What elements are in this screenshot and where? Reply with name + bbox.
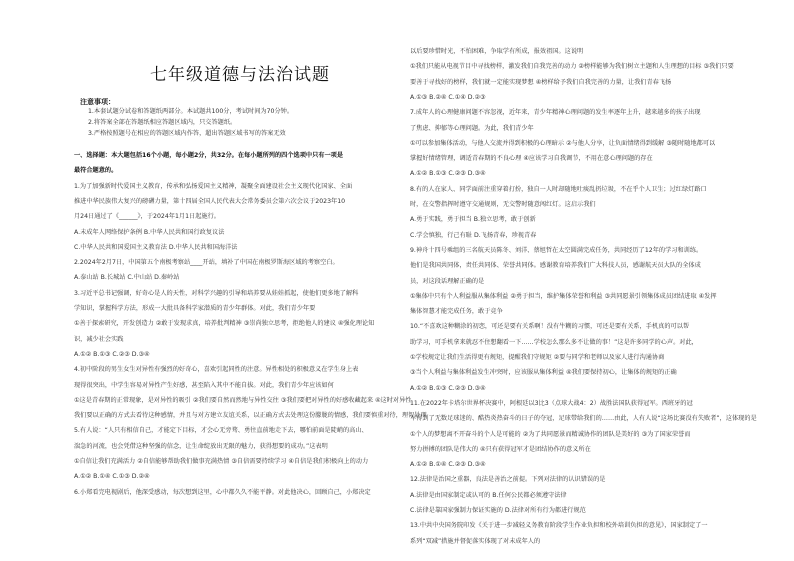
exam-text-line: ①可以参加集体活动，与他人交流并得到积极的心理暗示 ②与他人分享，让负面情绪得到缓解 ③随时随地都可以 [410, 139, 716, 147]
exam-text-line: 1.本套试题分试卷和答题纸两部分。本试题共100分，考试时间为70分钟。 [88, 108, 294, 115]
exam-text-line: 最符合题意的。 [74, 167, 118, 175]
exam-text-line: A.①② B.①③ C.②③ D.③④ [74, 350, 150, 358]
exam-text-line: 月24日通过了《______》，于2024年1月1日起施行。 [74, 213, 220, 221]
exam-text-line: ①自信让我们充满活力 ②自信能够帮助我们做事充满热情 ③自信需要持续学习 ④自信是我们积极向上的动力 [74, 458, 369, 465]
exam-text-line: A.①③ B.②④ C.①④ D.②③ [410, 93, 486, 101]
exam-text-line: ③当个人利益与集体利益发生冲突时，应该服从集体利益 ④我们要保持初心，让集体的规矩的正确 [410, 369, 677, 377]
exam-text-line: A.①② B.①③ C.②③ D.③④ [410, 384, 486, 392]
exam-text-line: ①个人的梦想离不开奋斗的个人是可能的 ②为了共同愿景而精诚协作的团队是美好的 ③为了国家荣誉而 [410, 430, 691, 438]
exam-text-line: 推进中华民族伟大复兴的磅礴力量，第十四届全国人民代表大会常务委员会第六次会议于2023年10 [74, 197, 346, 205]
notice-heading: 注意事项： [80, 98, 115, 106]
exam-text-line: 9.神舟十四号乘组的三名航天员陈冬、刘洋、蔡旭哲在太空圆满完成任务，共同经历了12年的学习和训练。 [410, 246, 703, 254]
exam-text-line: 时，在交警指挥时遵守交通规则，无交警时随意闯红灯。这启示我们 [410, 201, 596, 208]
exam-text-line: ①学校规定让我们生活得更有规矩，提醒我们守规矩 ②要与同学和老师以及家人进行沟通协商 [410, 354, 665, 361]
exam-text-line: 我们要以正确的方式去看待这种感情，并且与对方建立友谊关系，以正确方式去处理这份朦胧的情感，我们要慎重对待，理智处理 [74, 412, 427, 420]
left-column [74, 0, 427, 561]
right-column [410, 0, 757, 561]
exam-text-line: ①我们只能从电视节目中寻找榜样，激发我们自我完善的动力 ②榜样能够为我们树立主题和人生理想的目标 ③我们只要 [410, 63, 734, 71]
exam-text-line: 系列“双减”措施并督促落实体现了对未成年人的 [410, 537, 541, 545]
exam-text-line: C.学会慎独，行己有耻 D.飞扬青春，珍视青春 [410, 231, 537, 239]
exam-text-line: C.法律是靠国家强制力保证实施的 D.法律对所有行为都进行规范 [410, 507, 586, 514]
exam-text-line: 学知识，掌握科学方法，形成一大批具备科学家潜质的青少年群体。对此，我们青少年要 [74, 305, 316, 312]
exam-text-line: 以后要珍惜时光，不怕困难，争取学有所成，报效祖国。这说明 [410, 48, 584, 55]
exam-text-line: 湍急的河流，也会凭借这种坚强的信念，让生命绽放出无限的魅力，获得想要的成功。”这表明 [74, 442, 328, 450]
exam-text-line: A.①② B.①③ C.②③ D.③④ [410, 170, 486, 178]
exam-title: 七年级道德与法治试题 [150, 65, 330, 85]
exam-text-line: 员，对这段话理解正确的是 [410, 277, 485, 285]
exam-text-line: 一、选择题：本大题包括16个小题，每小题2分，共32分。在每小题所列的四个选项中只有一项是 [74, 152, 344, 159]
exam-text-line: 12.法律是治国之重器，良法是善治之前提。下列对法律的认识错误的是 [410, 476, 606, 484]
exam-text-line: 集体智慧才能完成任务，敢于竞争 [410, 308, 503, 316]
exam-text-line: C.中华人民共和国爱国主义教育法 D.中华人民共和国海洋法 [74, 243, 238, 251]
exam-text-line: 识，减少社会实践 [74, 335, 124, 343]
exam-text-line: 13.中共中央国务院印发《关于进一步减轻义务教育阶段学生作业负担和校外培训负担的意见》，国家制定了一 [410, 522, 708, 530]
exam-text-line: A.①② B.①④ C.②③ D.③④ [410, 461, 486, 469]
exam-text-line: 3.严格按照题号在相应的答题区域内作答，超出答题区域书写的答案无效 [88, 130, 286, 137]
exam-text-line: A.未成年人网络保护条例 B.中华人民共和国行政复议法 [74, 228, 225, 236]
exam-text-line: A.①② B.①④ C.①③ D.②④ [74, 473, 150, 481]
exam-text-line: 3.习近平总书记强调，好奇心是人的天性，对科学兴趣的引导和培养要从娃娃抓起，使他们更多地了解科 [74, 289, 359, 297]
exam-text-line: 5.有人说：“人只有相信自己，才能定下目标，才会心无旁骛、勇往直前地走下去，哪怕前面是陡峭的高山、 [74, 427, 368, 435]
exam-text-line: 1.为了加强新时代爱国主义教育，传承和弘扬爱国主义精神，凝聚全面建设社会主义现代化国家、全面 [74, 182, 353, 190]
exam-text-line: 2.2024年2月7日，中国第五个南极考察站____开站，填补了中国在南极罗斯海区域的考察空白。 [74, 259, 339, 267]
exam-text-line: 努力拼搏的团队是伟大的 ④只有获得冠军才是团结协作的意义所在 [410, 445, 591, 453]
exam-text-line: 6.小郑看完电视剧后，他深受感动，每次想到这里，心中都久久不能平静。对此他决心，回顾自己，小郑决定 [74, 488, 371, 496]
exam-text-line: 8.有的人在家人、同学面前注重穿着打扮，独自一人时却随地吐痰乱扔垃圾，不在乎个人卫生；过红绿灯路口 [410, 185, 707, 193]
exam-text-line: 要善于寻找好的榜样，我们就一定能实现梦想 ④榜样给予我们自我完善的力量，让我们青春飞扬 [410, 78, 672, 86]
exam-text-line: 军得到了无数足球迷的、酷热炎热奋斗的日子的夺冠，足球带给我们的……由此，人有人说“这场比赛没有失败者”，这体现的是 [410, 415, 757, 423]
exam-text-line: ①这是青春期的正常现象，是对异性的吸引 ②我们要自然而然地与异性交往 ③我们要把对异性的好感收藏起来 ④这时对异性 [74, 396, 412, 404]
exam-text-line: 2.将答案全部在答题纸相应答题区域内，只交答题纸。 [88, 119, 237, 126]
exam-text-line: ①善于探索研究，开发创造力 ②敢于发现求真，培养批判精神 ③崇尚独立思考，拒绝他人的建议 ④强化理论知 [74, 320, 375, 328]
exam-text-line: 他们是我国共同体，责任共同体、荣誉共同体。感谢教育培养我们广大科技人员，感谢航天员大队的全体成 [410, 262, 701, 270]
exam-text-line: 助学习，可手机拿来就忍不住想翻看一下……学校怎么那么多不让做的事！”这是许多同学的心声。对此， [410, 338, 698, 346]
exam-text-line: 4.初中阶段的男生女生对异性有强烈的好奇心，喜欢引起同性的注意。异性相处的积极意义在学生身上表 [74, 366, 359, 374]
exam-text-line: A.泰山站 B.长城站 C.中山站 D.秦岭站 [74, 274, 180, 282]
exam-text-line: 现得很突出，中学生容易对异性产生好感，甚至陷入其中不能自拔。对此，我们青少年应该如何 [74, 381, 334, 389]
exam-text-line: 11.在2022年卡塔尔世界杯决赛中，阿根廷以3比3（点球大战4：2）战胜法国队获得冠军。西班牙的冠 [410, 399, 693, 407]
exam-text-line: 了焦虑、抑郁等心理问题。为此，我们青少年 [410, 124, 534, 132]
exam-text-line: ①集体中只有个人利益服从集体利益 ②勇于担当，维护集体荣誉和利益 ③共同愿景引领集体成员团结进取 ④发挥 [410, 292, 717, 300]
exam-text-line: 7.成年人的心理健康问题不容忽视，近年来，青少年精神心理问题的发生率逐年上升，越来越多的孩子出现 [410, 109, 701, 117]
exam-text-line: A.勇于实践，勇于担当 B.独立思考，敢于创新 [410, 216, 536, 224]
exam-text-line: A.法律是由国家制定或认可的 B.任何公民都必须遵守法律 [410, 491, 567, 499]
exam-text-line: 10.“不喜欢这种糊涂的初恋，可还是要有关系啊！没有牛糊的习惯，可还是要有关系，手机真的可以帮 [410, 323, 690, 331]
exam-text-line: 掌握好情绪管理，调适青春期的不良心理 ④应该学习自我调节，不用在意心理问题的存在 [410, 155, 653, 163]
